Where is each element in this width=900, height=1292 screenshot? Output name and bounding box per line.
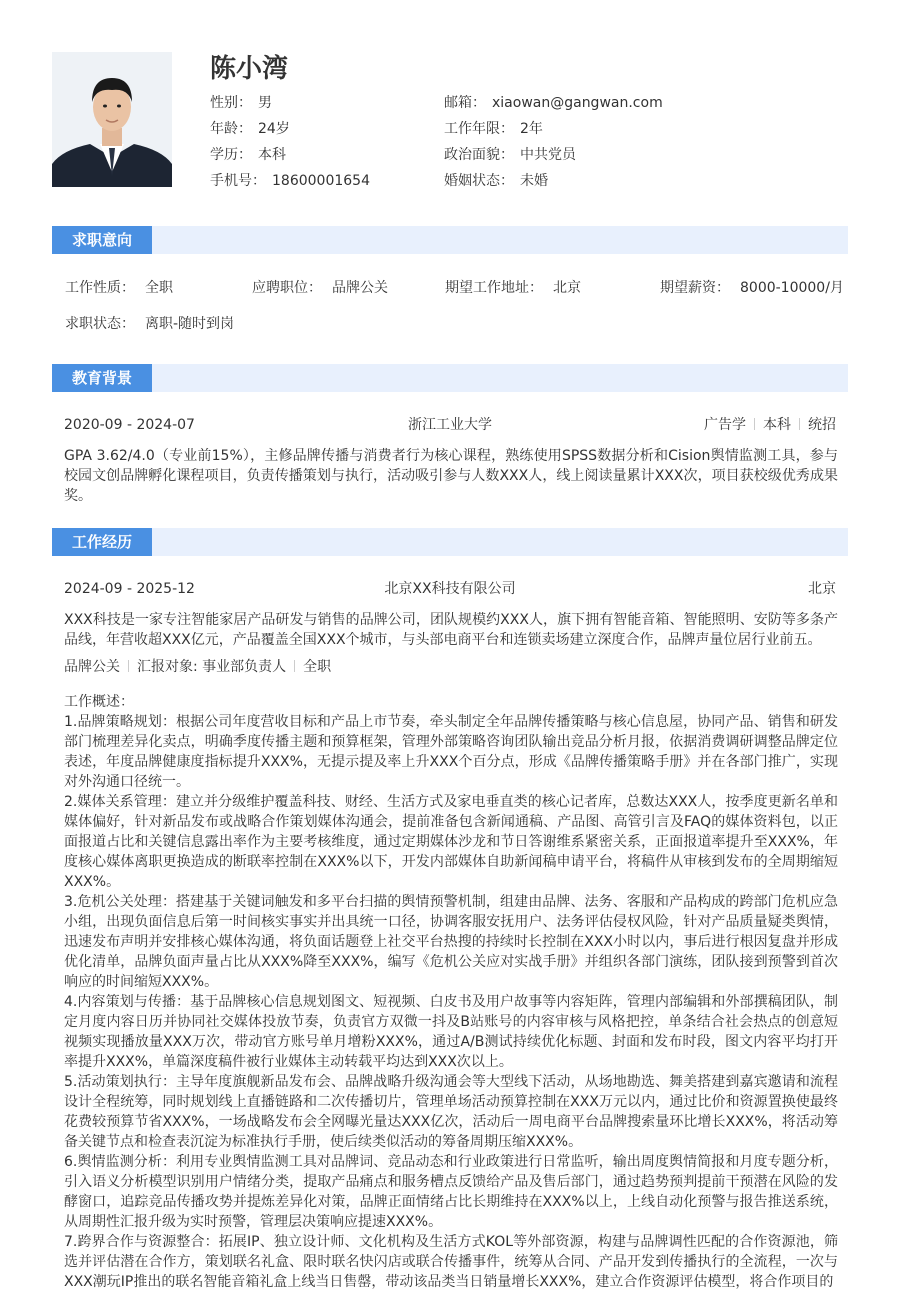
education-meta [600, 415, 836, 435]
work-item: 4.内容策划与传播：基于品牌核心信息规划图文、短视频、白皮书及用户故事等内容矩阵，管理内部编辑和外部撰稿团队，制定月度内容日历并协同社交媒体投放节奏，负责官方双微一抖及B站账号的内容审核与风格把控，单条结合社会热点的创意短视频实现播放量XXX万次，带动官方账号单月增粉XXX%，通过A/B测试持续优化标题、封面和发布时段，图文内容平均打开率提升XXX%，单篇深度稿件被行业媒体主动转载平均达到XXX次以上。 [64, 994, 838, 1070]
marital-label: 婚姻状态： [444, 173, 514, 189]
marital-info [444, 171, 548, 191]
work-item: 3.危机公关处理：搭建基于关键词触发和多平台扫描的舆情预警机制，组建由品牌、法务、客服和产品构成的跨部门危机应急小组，出现负面信息后第一时间核实事实并出具统一口径，协调客服安抚用户、法务评估侵权风险，针对产品质量疑类舆情，迅速发布声明并安排核心媒体沟通，将负面话题登上社交平台热搜的持续时长控制在XXX小时以内，事后进行根因复盘并形成优化清单，品牌负面声量占比从XXX%降至XXX%，编写《危机公关应对实战手册》并组织各部门演练，团队接到预警到首次响应的时间缩短XXX%。 [64, 894, 838, 990]
political-value: 中共党员 [520, 147, 576, 163]
years-label: 工作年限： [444, 121, 514, 137]
education-period: 2020-09 - 2024-07 [64, 417, 195, 433]
company-description: XXX科技是一家专注智能家居产品研发与销售的品牌公司，团队规模约XXX人，旗下拥有智能音箱、智能照明、安防等多条产品线，年营收超XXX亿元，产品覆盖全国XXX个城市，与头部电商平台和连锁卖场建立深度合作，品牌声量位居行业前五。 [64, 612, 838, 648]
education-value: 本科 [258, 147, 286, 163]
work-role: 品牌公关 [64, 659, 120, 675]
work-item: 5.活动策划执行：主导年度旗舰新品发布会、品牌战略升级沟通会等大型线下活动，从场地勘选、舞美搭建到嘉宾邀请和流程设计全程统筹，同时规划线上直播链路和二次传播切片，管理单场活动预算控制在XXX万元以内，通过比价和资源置换使最终花费较预算节省XXX%，一场战略发布会全网曝光量达XXX亿次，活动后一周电商平台品牌搜索量环比增长XXX%，将活动筹备关键节点和检查表沉淀为标准执行手册，使后续类似活动的筹备周期压缩XXX%。 [64, 1074, 838, 1150]
divider [128, 660, 129, 672]
phone-value: 18600001654 [272, 173, 370, 189]
divider [799, 418, 800, 430]
intent-type-label: 工作性质： [65, 280, 135, 296]
intent-position [252, 278, 388, 298]
education-major: 广告学 [704, 417, 746, 433]
intent-status-value: 离职-随时到岗 [145, 316, 235, 332]
intent-salary [660, 278, 844, 298]
education-degree: 本科 [763, 417, 791, 433]
education-school: 浙江工业大学 [408, 417, 492, 433]
work-overview [64, 692, 838, 1292]
phone-info [210, 171, 370, 191]
work-report-to: 汇报对象: 事业部负责人 [137, 659, 287, 675]
work-job-type: 全职 [303, 659, 332, 675]
section-title-intent: 求职意向 [52, 226, 152, 254]
gender-value: 男 [258, 95, 272, 111]
section-header-work [52, 528, 848, 556]
years-info [444, 119, 543, 139]
intent-salary-value: 8000-10000/月 [740, 280, 844, 296]
email-info [444, 93, 663, 113]
age-label: 年龄： [210, 121, 252, 137]
work-meta [64, 657, 331, 677]
section-header-intent [52, 226, 848, 254]
section-title-work: 工作经历 [52, 528, 152, 556]
divider [754, 418, 755, 430]
education-info [210, 145, 286, 165]
section-title-education: 教育背景 [52, 364, 152, 392]
work-period: 2024-09 - 2025-12 [64, 581, 195, 597]
education-type: 统招 [808, 417, 836, 433]
education-description: GPA 3.62/4.0（专业前15%），主修品牌传播与消费者行为核心课程，熟练使用SPSS数据分析和Cision舆情监测工具，参与校园文创品牌孵化课程项目，负责传播策划与执行，活动吸引参与人数XXX人，线上阅读量累计XXX次，项目获校级优秀成果奖。 [64, 448, 838, 504]
intent-type [65, 278, 173, 298]
intent-salary-label: 期望薪资： [660, 280, 730, 296]
candidate-name: 陈小湾 [210, 54, 289, 84]
intent-type-value: 全职 [145, 280, 173, 296]
divider [294, 660, 295, 672]
intent-status-label: 求职状态： [65, 316, 135, 332]
gender-info [210, 93, 272, 113]
phone-label: 手机号： [210, 173, 266, 189]
avatar [52, 52, 172, 187]
marital-value: 未婚 [520, 173, 548, 189]
gender-label: 性别： [210, 95, 252, 111]
intent-location-value: 北京 [553, 280, 581, 296]
education-label: 学历： [210, 147, 252, 163]
work-item: 6.舆情监测分析：利用专业舆情监测工具对品牌词、竞品动态和行业政策进行日常监听，输出周度舆情简报和月度专题分析，引入语义分析模型识别用户情绪分类，提取产品痛点和服务槽点反馈给产品及售后部门，通过趋势预判提前干预潜在风险的发酵窗口，追踪竞品传播攻势并提炼差异化对策，品牌正面情绪占比长期维持在XXX%以上，上线自动化预警与报告推送系统，从周期性汇报升级为实时预警，管理层决策响应提速XXX%。 [64, 1154, 838, 1230]
section-header-education [52, 364, 848, 392]
intent-position-label: 应聘职位： [252, 280, 322, 296]
work-overview-label: 工作概述： [64, 694, 134, 710]
age-value: 24岁 [258, 121, 290, 137]
intent-location [445, 278, 581, 298]
work-item: 7.跨界合作与资源整合：拓展IP、独立设计师、文化机构及生活方式KOL等外部资源，构建与品牌调性匹配的合作资源池，筛选并评估潜在合作方，策划联名礼盒、限时联名快闪店或联合传播事件，统筹从合同、产品开发到传播执行的全流程，一次与XXX潮玩IP推出的联名智能音箱礼盒上线当日售罄，带动该品类当日销量增长XXX%，建立合作资源评估模型，将合作项目的 [64, 1234, 838, 1290]
intent-position-value: 品牌公关 [332, 280, 388, 296]
email-label: 邮箱： [444, 95, 486, 111]
political-label: 政治面貌： [444, 147, 514, 163]
work-item: 2.媒体关系管理：建立并分级维护覆盖科技、财经、生活方式及家电垂直类的核心记者库，总数达XXX人，按季度更新名单和媒体偏好，针对新品发布或战略合作策划媒体沟通会，提前准备包含新闻通稿、产品图、高管引言及FAQ的媒体资料包，以正面报道占比和关键信息露出率作为主要考核维度，通过定期媒体沙龙和节日答谢维系紧密关系，正面报道率提升至XXX%，年度核心媒体离职更换造成的断联率控制在XXX%以下，开发内部媒体自助新闻稿申请平台，将稿件从审核到发布的全周期缩短XXX%。 [64, 794, 838, 890]
work-item: 1.品牌策略规划：根据公司年度营收目标和产品上市节奏，牵头制定全年品牌传播策略与核心信息屋，协同产品、销售和研发部门梳理差异化卖点，明确季度传播主题和预算框架，管理外部策略咨询团队输出竞品分析月报，依据消费调研调整品牌定位表述，年度品牌健康度指标提升XXX%，无提示提及率上升XXX个百分点，形成《品牌传播策略手册》并在各部门推广，实现对外沟通口径统一。 [64, 714, 838, 790]
political-info [444, 145, 576, 165]
work-company: 北京XX科技有限公司 [384, 581, 516, 597]
work-city: 北京 [808, 581, 836, 597]
intent-status [65, 314, 234, 334]
intent-location-label: 期望工作地址： [445, 280, 543, 296]
email-value: xiaowan@gangwan.com [492, 95, 663, 111]
years-value: 2年 [520, 121, 543, 137]
age-info [210, 119, 290, 139]
